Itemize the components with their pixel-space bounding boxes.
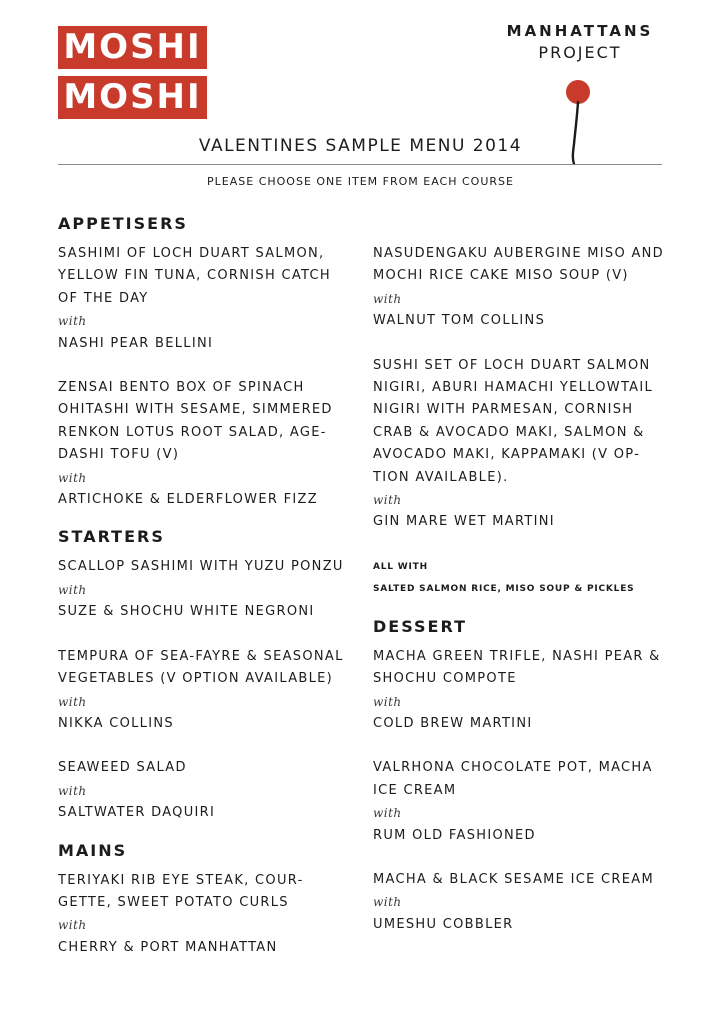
title-divider xyxy=(58,164,662,165)
menu-column-left xyxy=(58,212,348,981)
section-heading-starters: STARTERS xyxy=(58,527,165,547)
menu-item xyxy=(373,869,668,936)
dish-line: NIGIRI WITH PARMESAN, CORNISH xyxy=(373,402,634,418)
section-heading-mains: MAINS xyxy=(58,840,128,860)
with-label: with xyxy=(373,694,402,709)
with-label: with xyxy=(373,806,402,821)
drink-pairing: SUZE & SHOCHU WHITE NEGRONI xyxy=(58,604,315,620)
menu-item xyxy=(58,556,348,623)
menu-item xyxy=(373,646,668,736)
logo-line-1: MOSHI xyxy=(58,26,207,69)
drink-pairing: NASHI PEAR BELLINI xyxy=(58,335,214,351)
with-label: with xyxy=(373,291,402,306)
menu-instruction: PLEASE CHOOSE ONE ITEM FROM EACH COURSE xyxy=(207,175,514,188)
dish-line: AVOCADO MAKI, KAPPAMAKI (V OP- xyxy=(373,447,641,463)
dish-line: VALRHONA CHOCOLATE POT, MACHA xyxy=(373,760,653,776)
with-label: with xyxy=(58,314,87,329)
dish-line: OHITASHI WITH SESAME, SIMMERED xyxy=(58,402,333,418)
drink-pairing: SALTWATER DAQUIRI xyxy=(58,805,216,821)
section-heading-appetisers: APPETISERS xyxy=(58,214,188,233)
dish-line: SHOCHU COMPOTE xyxy=(373,671,517,687)
drink-pairing: ARTICHOKE & ELDERFLOWER FIZZ xyxy=(58,492,318,508)
dish-line: SASHIMI OF LOCH DUART SALMON, xyxy=(58,246,325,261)
menu-item xyxy=(373,243,668,333)
dish-line: GETTE, SWEET POTATO CURLS xyxy=(58,894,289,910)
section-heading-dessert: DESSERT xyxy=(373,616,467,636)
all-with-text: SALTED SALMON RICE, MISO SOUP & PICKLES xyxy=(373,584,635,595)
with-label: with xyxy=(58,470,87,485)
dish-line: OF THE DAY xyxy=(58,290,149,306)
dish-line: ICE CREAM xyxy=(373,782,457,798)
drink-pairing: UMESHU COBBLER xyxy=(373,916,514,932)
dish-line: RENKON LOTUS ROOT SALAD, AGE- xyxy=(58,424,327,440)
menu-title: VALENTINES SAMPLE MENU 2014 xyxy=(198,136,523,156)
with-label: with xyxy=(373,895,402,910)
with-label: with xyxy=(373,493,402,508)
dish-line: NIGIRI, ABURI HAMACHI YELLOWTAIL xyxy=(373,380,654,396)
with-label: with xyxy=(58,582,87,597)
dish-line: TION AVAILABLE). xyxy=(373,469,509,485)
drink-pairing: NIKKA COLLINS xyxy=(58,715,174,731)
logo-line-2: MOSHI xyxy=(58,76,207,119)
menu-item xyxy=(58,757,348,824)
with-label: with xyxy=(58,783,87,798)
cherry-icon xyxy=(558,78,598,173)
menu-item xyxy=(373,355,668,534)
partner-line-2: PROJECT xyxy=(538,43,622,62)
dish-line: DASHI TOFU (V) xyxy=(58,447,180,463)
dish-line: SEAWEED SALAD xyxy=(58,760,187,776)
manhattans-project-logo xyxy=(500,22,660,62)
dish-line: CRAB & AVOCADO MAKI, SALMON & xyxy=(373,424,645,440)
dish-line: VEGETABLES (V OPTION AVAILABLE) xyxy=(58,671,334,687)
dish-line: YELLOW FIN TUNA, CORNISH CATCH xyxy=(58,268,331,284)
menu-item xyxy=(58,377,348,511)
drink-pairing: CHERRY & PORT MANHATTAN xyxy=(58,939,278,955)
menu-item xyxy=(58,646,348,736)
menu-column-right xyxy=(373,243,668,958)
drink-pairing: COLD BREW MARTINI xyxy=(373,715,533,731)
menu-item xyxy=(373,757,668,847)
dish-line: NASUDENGAKU AUBERGINE MISO AND xyxy=(373,246,664,261)
mains-accompaniment xyxy=(373,556,668,601)
menu-item xyxy=(58,870,348,960)
dish-line: SCALLOP SASHIMI WITH YUZU PONZU xyxy=(58,559,344,575)
dish-line: MACHA & BLACK SESAME ICE CREAM xyxy=(373,871,654,887)
dish-line: ZENSAI BENTO BOX OF SPINACH xyxy=(58,380,305,396)
dish-line: TEMPURA OF SEA-FAYRE & SEASONAL xyxy=(58,648,344,664)
drink-pairing: WALNUT TOM COLLINS xyxy=(373,313,546,329)
dish-line: TERIYAKI RIB EYE STEAK, COUR- xyxy=(58,872,304,888)
with-label: with xyxy=(58,918,87,933)
drink-pairing: RUM OLD FASHIONED xyxy=(373,827,536,843)
dish-line: SUSHI SET OF LOCH DUART SALMON xyxy=(373,357,651,373)
moshi-moshi-logo xyxy=(58,26,207,126)
menu-item xyxy=(58,243,348,355)
with-label: with xyxy=(58,694,87,709)
drink-pairing: GIN MARE WET MARTINI xyxy=(373,514,555,530)
all-with-label: ALL WITH xyxy=(373,561,428,572)
partner-line-1: MANHATTANS xyxy=(506,22,654,40)
dish-line: MOCHI RICE CAKE MISO SOUP (V) xyxy=(373,268,629,284)
dish-line: MACHA GREEN TRIFLE, NASHI PEAR & xyxy=(373,648,661,664)
